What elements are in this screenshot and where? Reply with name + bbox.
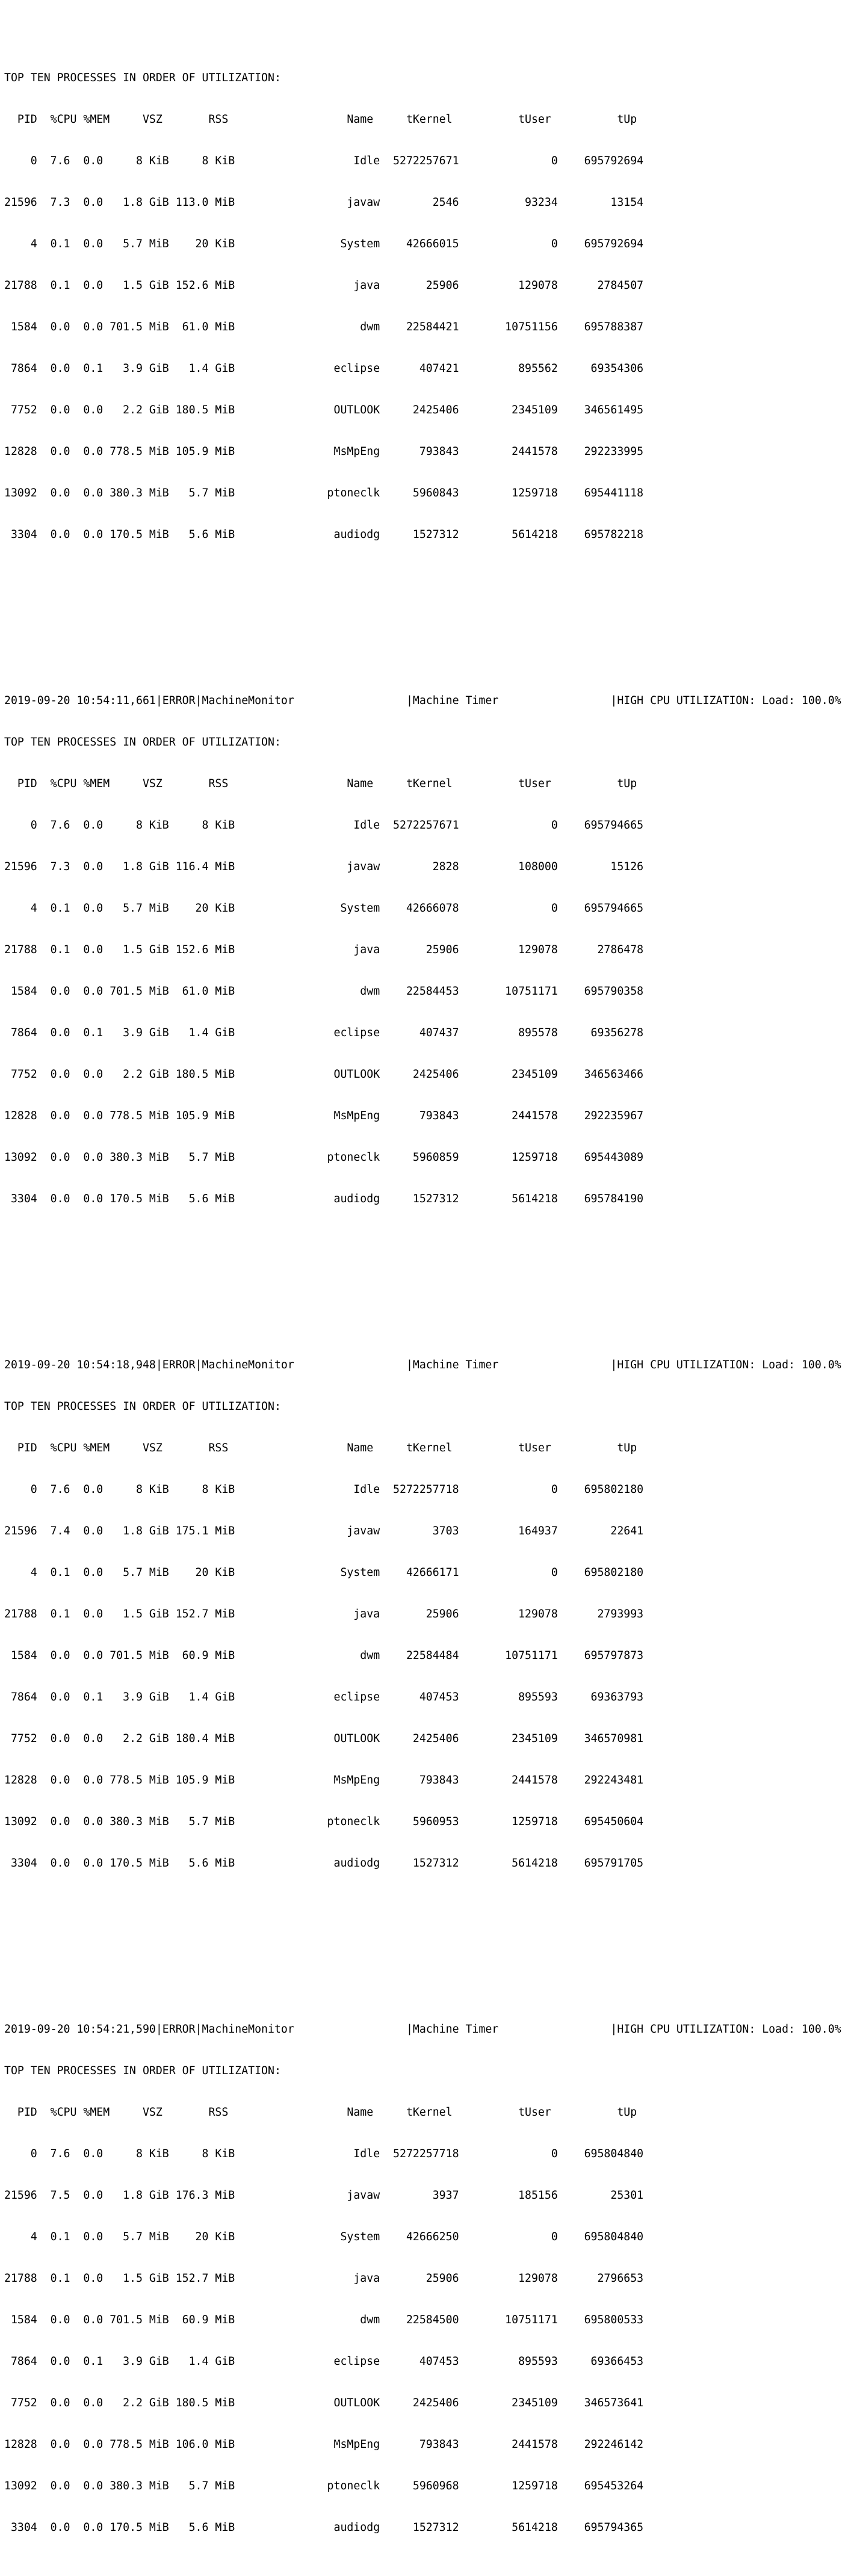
blank-line [4, 569, 841, 583]
error-log-line: 2019-09-20 10:54:11,661|ERROR|MachineMonitor |Machine Timer |HIGH CPU UTILIZATION: Load: 100.0% [4, 694, 841, 707]
process-row: 21596 7.4 0.0 1.8 GiB 175.1 MiB javaw 3703 164937 22641 [4, 1525, 644, 1537]
process-row: 4 0.1 0.0 5.7 MiB 20 KiB System 42666171 0 695802180 [4, 1566, 644, 1579]
log-output [4, 2, 841, 2576]
process-row: 13092 0.0 0.0 380.3 MiB 5.7 MiB ptoneclk 5960953 1259718 695450604 [4, 1815, 644, 1828]
process-row: 0 7.6 0.0 8 KiB 8 KiB Idle 5272257671 0 695794665 [4, 819, 644, 832]
error-log-line: 2019-09-20 10:54:21,590|ERROR|MachineMonitor |Machine Timer |HIGH CPU UTILIZATION: Load: 100.0% [4, 2023, 841, 2036]
process-row: 7864 0.0 0.1 3.9 GiB 1.4 GiB eclipse 407421 895562 69354306 [4, 362, 644, 375]
process-row: 7752 0.0 0.0 2.2 GiB 180.5 MiB OUTLOOK 2425406 2345109 346561495 [4, 404, 644, 416]
blank-line [4, 1234, 841, 1247]
process-row: 12828 0.0 0.0 778.5 MiB 105.9 MiB MsMpEng 793843 2441578 292243481 [4, 1774, 644, 1787]
process-row: 21788 0.1 0.0 1.5 GiB 152.7 MiB java 25906 129078 2793993 [4, 1608, 644, 1620]
process-row: 3304 0.0 0.0 170.5 MiB 5.6 MiB audiodg 1527312 5614218 695794365 [4, 2521, 644, 2534]
process-row: 3304 0.0 0.0 170.5 MiB 5.6 MiB audiodg 1527312 5614218 695784190 [4, 1193, 644, 1205]
process-row: 3304 0.0 0.0 170.5 MiB 5.6 MiB audiodg 1527312 5614218 695791705 [4, 1857, 644, 1870]
process-row: 21788 0.1 0.0 1.5 GiB 152.6 MiB java 25906 129078 2784507 [4, 279, 644, 292]
process-row: 4 0.1 0.0 5.7 MiB 20 KiB System 42666250 0 695804840 [4, 2231, 644, 2243]
process-row: 0 7.6 0.0 8 KiB 8 KiB Idle 5272257718 0 695802180 [4, 1483, 644, 1496]
process-row: 12828 0.0 0.0 778.5 MiB 105.9 MiB MsMpEng 793843 2441578 292235967 [4, 1110, 644, 1122]
process-row: 21788 0.1 0.0 1.5 GiB 152.7 MiB java 25906 129078 2796653 [4, 2272, 644, 2285]
process-row: 13092 0.0 0.0 380.3 MiB 5.7 MiB ptoneclk 5960968 1259718 695453264 [4, 2480, 644, 2492]
log-section-title: TOP TEN PROCESSES IN ORDER OF UTILIZATION: [4, 72, 281, 84]
process-table-header: PID %CPU %MEM VSZ RSS Name tKernel tUser tUp [4, 777, 637, 790]
process-row: 12828 0.0 0.0 778.5 MiB 106.0 MiB MsMpEng 793843 2441578 292246142 [4, 2438, 644, 2451]
process-row: 3304 0.0 0.0 170.5 MiB 5.6 MiB audiodg 1527312 5614218 695782218 [4, 528, 644, 541]
log-section-title: TOP TEN PROCESSES IN ORDER OF UTILIZATION: [4, 1400, 281, 1413]
process-row: 13092 0.0 0.0 380.3 MiB 5.7 MiB ptoneclk 5960859 1259718 695443089 [4, 1151, 644, 1164]
process-row: 7752 0.0 0.0 2.2 GiB 180.5 MiB OUTLOOK 2425406 2345109 346563466 [4, 1068, 644, 1081]
process-row: 7752 0.0 0.0 2.2 GiB 180.4 MiB OUTLOOK 2425406 2345109 346570981 [4, 1732, 644, 1745]
process-row: 21596 7.3 0.0 1.8 GiB 116.4 MiB javaw 2828 108000 15126 [4, 860, 644, 873]
process-row: 1584 0.0 0.0 701.5 MiB 61.0 MiB dwm 22584453 10751171 695790358 [4, 985, 644, 998]
process-row: 7864 0.0 0.1 3.9 GiB 1.4 GiB eclipse 407453 895593 69363793 [4, 1691, 644, 1703]
process-row: 12828 0.0 0.0 778.5 MiB 105.9 MiB MsMpEng 793843 2441578 292233995 [4, 445, 644, 458]
process-row: 13092 0.0 0.0 380.3 MiB 5.7 MiB ptoneclk 5960843 1259718 695441118 [4, 487, 644, 499]
process-table-header: PID %CPU %MEM VSZ RSS Name tKernel tUser tUp [4, 1442, 637, 1454]
process-row: 4 0.1 0.0 5.7 MiB 20 KiB System 42666015 0 695792694 [4, 238, 644, 250]
process-row: 7864 0.0 0.1 3.9 GiB 1.4 GiB eclipse 407453 895593 69366453 [4, 2355, 644, 2368]
log-section-title: TOP TEN PROCESSES IN ORDER OF UTILIZATION: [4, 736, 281, 749]
process-row: 0 7.6 0.0 8 KiB 8 KiB Idle 5272257671 0 695792694 [4, 155, 644, 167]
log-block [4, 43, 841, 611]
error-log-line: 2019-09-20 10:54:18,948|ERROR|MachineMonitor |Machine Timer |HIGH CPU UTILIZATION: Load: 100.0% [4, 1359, 841, 1371]
process-row: 21596 7.5 0.0 1.8 GiB 176.3 MiB javaw 3937 185156 25301 [4, 2189, 644, 2202]
process-row: 1584 0.0 0.0 701.5 MiB 60.9 MiB dwm 22584484 10751171 695797873 [4, 1649, 644, 1662]
blank-line [4, 1898, 841, 1912]
process-row: 7864 0.0 0.1 3.9 GiB 1.4 GiB eclipse 407437 895578 69356278 [4, 1027, 644, 1039]
process-row: 7752 0.0 0.0 2.2 GiB 180.5 MiB OUTLOOK 2425406 2345109 346573641 [4, 2397, 644, 2409]
process-row: 1584 0.0 0.0 701.5 MiB 61.0 MiB dwm 22584421 10751156 695788387 [4, 321, 644, 333]
log-block [4, 1330, 841, 1939]
process-row: 21596 7.3 0.0 1.8 GiB 113.0 MiB javaw 2546 93234 13154 [4, 196, 644, 209]
log-block [4, 1995, 841, 2562]
process-row: 1584 0.0 0.0 701.5 MiB 60.9 MiB dwm 22584500 10751171 695800533 [4, 2314, 644, 2326]
process-row: 21788 0.1 0.0 1.5 GiB 152.6 MiB java 25906 129078 2786478 [4, 944, 644, 956]
process-row: 0 7.6 0.0 8 KiB 8 KiB Idle 5272257718 0 695804840 [4, 2148, 644, 2160]
log-block [4, 666, 841, 1275]
log-section-title: TOP TEN PROCESSES IN ORDER OF UTILIZATION: [4, 2065, 281, 2077]
process-row: 4 0.1 0.0 5.7 MiB 20 KiB System 42666078 0 695794665 [4, 902, 644, 915]
process-table-header: PID %CPU %MEM VSZ RSS Name tKernel tUser tUp [4, 113, 637, 126]
process-table-header: PID %CPU %MEM VSZ RSS Name tKernel tUser tUp [4, 2106, 637, 2119]
